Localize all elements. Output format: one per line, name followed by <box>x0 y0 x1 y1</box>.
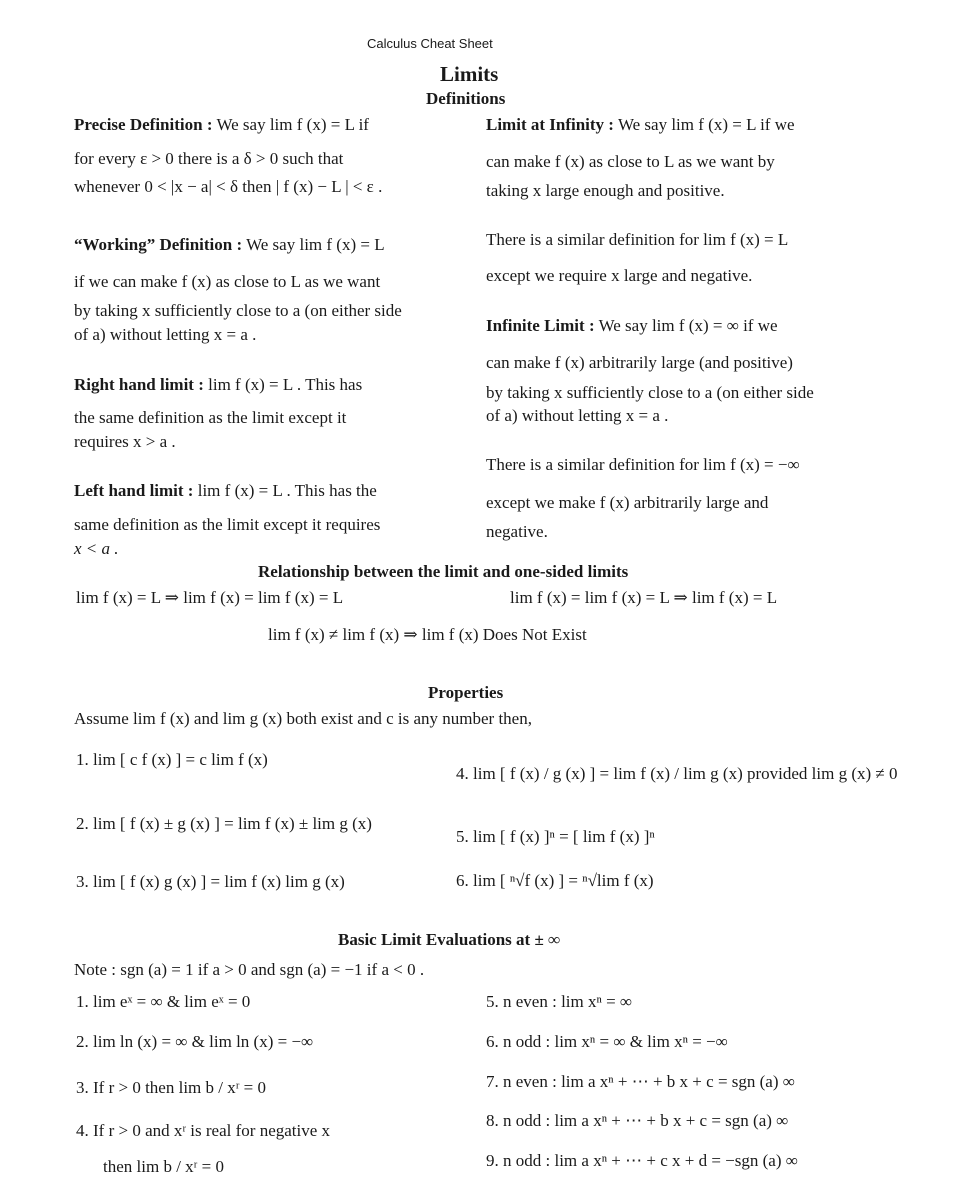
working-definition-line-1: We say lim f (x) = L <box>246 235 385 254</box>
section-definitions-heading: Definitions <box>426 89 506 108</box>
limit-at-infinity-line-1: We say lim f (x) = L if we <box>617 115 795 134</box>
basic-eval-8: 8. n odd : lim a xⁿ + ⋯ + b x + c = sgn (a) ∞ <box>486 1111 789 1130</box>
right-hand-limit <box>74 376 362 393</box>
property-1: 1. lim [ c f (x) ] = c lim f (x) <box>76 750 268 769</box>
basic-eval-5: 5. n even : lim xⁿ = ∞ <box>486 992 633 1011</box>
similar-def-neg-infinity-line-2: except we require x large and negative. <box>486 266 753 285</box>
page-title: Limits <box>440 62 499 86</box>
relationship-line-1: lim f (x) = L ⇒ lim f (x) = lim f (x) = L <box>76 588 344 607</box>
left-hand-limit <box>74 482 377 499</box>
working-definition-line-2: if we can make f (x) as close to L as we want <box>74 272 381 291</box>
section-properties-heading: Properties <box>428 683 504 702</box>
relationship-line-2: lim f (x) = lim f (x) = L ⇒ lim f (x) = L <box>510 588 778 607</box>
infinite-limit <box>486 317 778 334</box>
basic-note: Note : sgn (a) = 1 if a > 0 and sgn (a) = −1 if a < 0 . <box>74 960 425 979</box>
basic-eval-2: 2. lim ln (x) = ∞ & lim ln (x) = −∞ <box>76 1032 314 1051</box>
similar-def-neg-infinity-line-1: There is a similar definition for lim f (x) = L <box>486 230 789 249</box>
left-hand-limit-line-2: same definition as the limit except it requires <box>74 515 381 534</box>
right-hand-limit-line-1: lim f (x) = L . This has <box>208 375 363 394</box>
basic-eval-4: 4. If r > 0 and xʳ is real for negative x <box>76 1121 331 1140</box>
limit-at-infinity <box>486 116 795 133</box>
property-3: 3. lim [ f (x) g (x) ] = lim f (x) lim g (x) <box>76 872 345 891</box>
basic-eval-6: 6. n odd : lim xⁿ = ∞ & lim xⁿ = −∞ <box>486 1032 728 1051</box>
relationship-line-3: lim f (x) ≠ lim f (x) ⇒ lim f (x) Does Not Exist <box>268 625 587 644</box>
infinite-limit-title: Infinite Limit : <box>486 316 595 335</box>
working-definition-line-3: by taking x sufficiently close to a (on either side <box>74 301 402 320</box>
precise-definition-line-1: We say lim f (x) = L if <box>216 115 369 134</box>
infinite-limit-line-4: of a) without letting x = a . <box>486 406 669 425</box>
left-hand-limit-title: Left hand limit : <box>74 481 194 500</box>
infinite-limit-line-3: by taking x sufficiently close to a (on either side <box>486 383 814 402</box>
similar-def-neg-infinite-line-1: There is a similar definition for lim f (x) = −∞ <box>486 455 800 474</box>
basic-eval-9: 9. n odd : lim a xⁿ + ⋯ + c x + d = −sgn (a) ∞ <box>486 1151 798 1170</box>
infinite-limit-line-2: can make f (x) arbitrarily large (and positive) <box>486 353 793 372</box>
limit-at-infinity-title: Limit at Infinity : <box>486 115 614 134</box>
left-hand-limit-line-3: x < a . <box>74 539 119 558</box>
limit-at-infinity-line-3: taking x large enough and positive. <box>486 181 725 200</box>
right-hand-limit-line-3: requires x > a . <box>74 432 176 451</box>
page-header: Calculus Cheat Sheet <box>367 36 493 51</box>
basic-eval-4-continued: then lim b / xʳ = 0 <box>103 1157 224 1176</box>
property-6: 6. lim [ ⁿ√f (x) ] = ⁿ√lim f (x) <box>456 871 654 890</box>
working-definition-title: “Working” Definition : <box>74 235 243 254</box>
similar-def-neg-infinite-line-2: except we make f (x) arbitrarily large and <box>486 493 769 512</box>
section-relationship-heading: Relationship between the limit and one-sided limits <box>258 562 629 581</box>
basic-eval-7: 7. n even : lim a xⁿ + ⋯ + b x + c = sgn (a) ∞ <box>486 1072 795 1091</box>
property-5: 5. lim [ f (x) ]ⁿ = [ lim f (x) ]ⁿ <box>456 827 655 846</box>
basic-eval-1: 1. lim eˣ = ∞ & lim eˣ = 0 <box>76 992 251 1011</box>
left-hand-limit-line-1: lim f (x) = L . This has the <box>197 481 377 500</box>
right-hand-limit-title: Right hand limit : <box>74 375 204 394</box>
precise-definition-line-2: for every ε > 0 there is a δ > 0 such that <box>74 149 344 168</box>
limit-at-infinity-line-2: can make f (x) as close to L as we want by <box>486 152 775 171</box>
precise-definition <box>74 116 369 133</box>
right-hand-limit-line-2: the same definition as the limit except it <box>74 408 347 427</box>
property-4: 4. lim [ f (x) / g (x) ] = lim f (x) / lim g (x) provided lim g (x) ≠ 0 <box>456 764 898 783</box>
infinite-limit-line-1: We say lim f (x) = ∞ if we <box>598 316 778 335</box>
precise-definition-line-3: whenever 0 < |x − a| < δ then | f (x) − L | < ε . <box>74 177 383 196</box>
section-basic-heading: Basic Limit Evaluations at ± ∞ <box>338 930 561 949</box>
working-definition-line-4: of a) without letting x = a . <box>74 325 257 344</box>
basic-eval-3: 3. If r > 0 then lim b / xʳ = 0 <box>76 1078 267 1097</box>
working-definition <box>74 236 385 253</box>
properties-assume: Assume lim f (x) and lim g (x) both exist and c is any number then, <box>74 709 532 728</box>
precise-definition-title: Precise Definition : <box>74 115 213 134</box>
similar-def-neg-infinite-line-3: negative. <box>486 522 548 541</box>
property-2: 2. lim [ f (x) ± g (x) ] = lim f (x) ± lim g (x) <box>76 814 372 833</box>
